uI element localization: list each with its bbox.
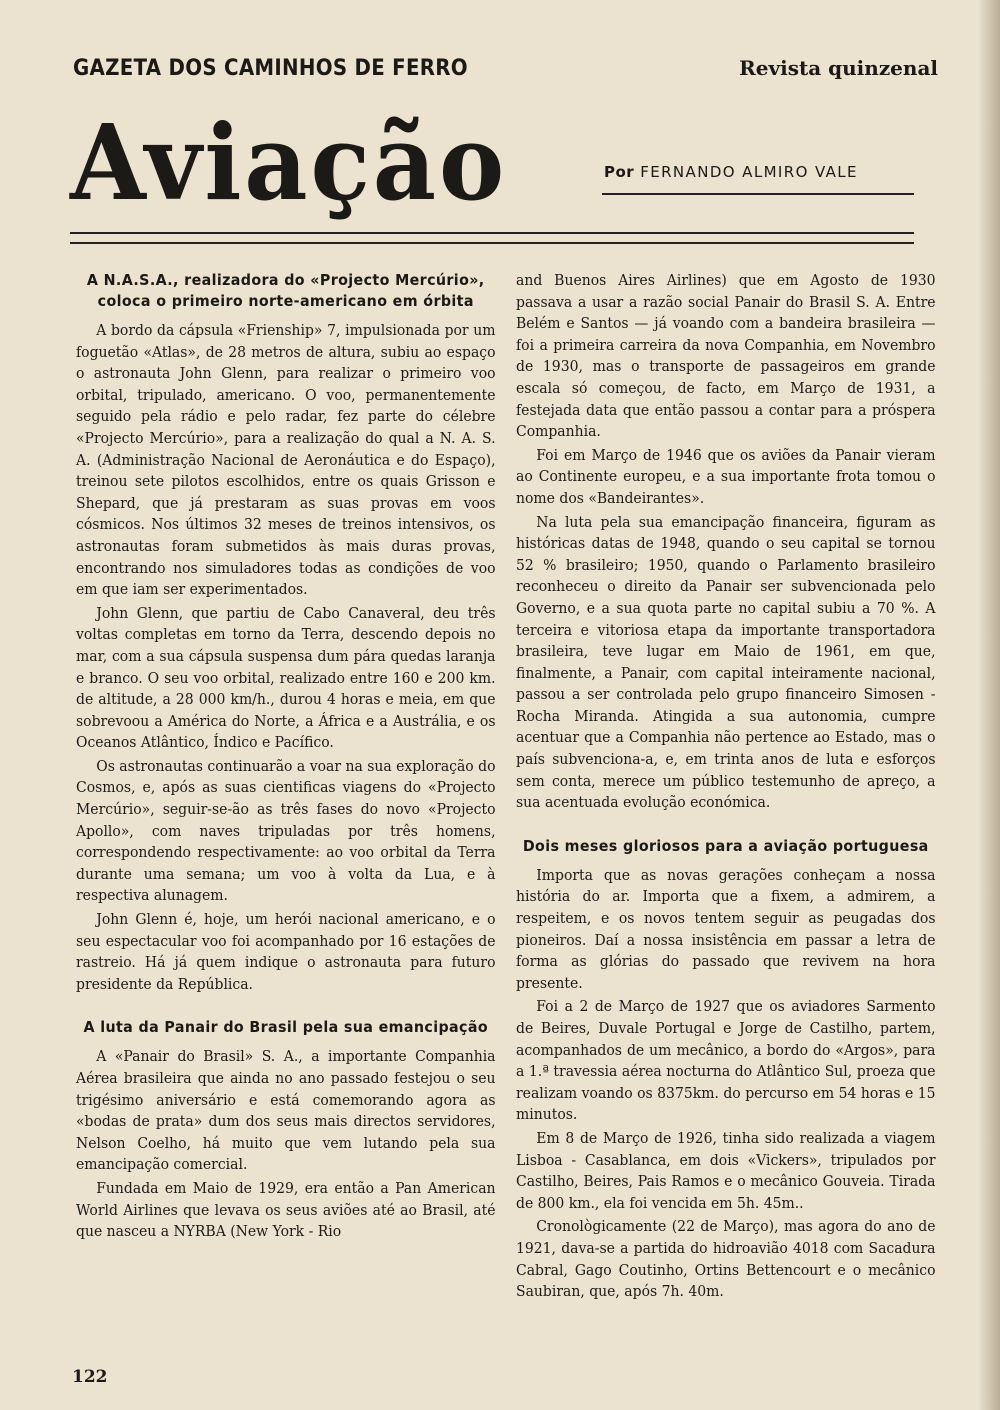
paragraph: Importa que as novas gerações conheçam a nossa história do ar. Importa que a fixem, a admirem, a respeitem, e os novos tentem seguir as peugadas dos pioneiros. Daí a nossa insistência em passar a letra de forma as glórias do passado que revivem na hora presente. — [516, 865, 936, 992]
paragraph: Foi a 2 de Março de 1927 que os aviadores Sarmento de Beires, Duvale Portugal e Jorge de Castilho, partem, acompanhados de um mecânico, a bordo do «Argos», para a 1.ª travessia aérea nocturna do Atlântico Sul, proeza que realizam voando os 8375km. do percurso em 54 horas e 15 minutos. — [516, 997, 936, 1124]
paragraph: Fundada em Maio de 1929, era então a Pan American World Airlines que levava os seus aviões até ao Brasil, até que nasceu a NYRBA (New York - Rio — [76, 1178, 496, 1241]
author-name: FERNANDO ALMIRO VALE — [640, 163, 858, 181]
byline-rule — [602, 193, 914, 195]
paragraph: Na luta pela sua emancipação financeira, figuram as históricas datas de 1948, quando o seu capital se tornou 52 % brasileiro; 1950, quando o Parlamento brasileiro reconheceu o direito da Panair ser subvencionada pelo Governo, e a sua quota parte no capital subiu a 70 %. A terceira e vitoriosa etapa da importante transportadora brasileira, teve lugar em Maio de 1961, em que, finalmente, a Panair, com capital inteiramente nacional, passou a ser controlada pelo grupo financeiro Simosen - Rocha Miranda. Atingida a sua autonomia, cumpre acentuar que a Companhia não pertence ao Estado, mas o país subvenciona-a, e, em trinta anos de luta e esforços sem conta, merece um público testemunho de apreço, a sua acentuada evolução económica. — [516, 512, 936, 812]
paragraph: John Glenn, que partiu de Cabo Canaveral, deu três voltas completas em torno da Terra, descendo depois no mar, com a sua cápsula suspensa dum pára quedas laranja e branco. O seu voo orbital, realizado entre 160 e 200 km. de altitude, a 28 000 km/h., durou 4 horas e meia, em que sobrevoou a América do Norte, a África e a Austrália, e os Oceanos Atlântico, Índico e Pacífico. — [76, 603, 496, 752]
title-double-rule — [70, 232, 914, 244]
right-column — [516, 270, 936, 1305]
article-title: Aviação — [70, 101, 507, 224]
section-heading-portugal: Dois meses gloriosos para a aviação portuguesa — [522, 836, 929, 855]
byline — [604, 163, 858, 181]
publication-frequency: Revista quinzenal — [739, 56, 938, 80]
paragraph: Foi em Março de 1946 que os aviões da Panair vieram ao Continente europeu, e a sua importante frota tomou o nome dos «Bandeirantes». — [516, 445, 936, 507]
publication-name: GAZETA DOS CAMINHOS DE FERRO — [73, 56, 468, 81]
paragraph: Cronològicamente (22 de Março), mas agora do ano de 1921, dava-se a partida do hidroavião 4018 com Sacadura Cabral, Gago Coutinho, Ortins Bettencourt e o mecânico Saubiran, que, após 7h. 40m. — [516, 1217, 936, 1301]
left-column — [76, 270, 496, 1245]
byline-prefix: Por — [604, 163, 635, 181]
paragraph: A «Panair do Brasil» S. A., a importante Companhia Aérea brasileira que ainda no ano passado festejou o seu trigésimo aniversário e está comemorando agora as «bodas de prata» dum dos seus mais directos servidores, Nelson Coelho, há muito que vem lutando pela sua emancipação comercial. — [76, 1047, 496, 1174]
paragraph-continuation: and Buenos Aires Airlines) que em Agosto de 1930 passava a usar a razão social Panair do Brasil S. A. Entre Belém e Santos — já voando com a bandeira brasileira — foi a primeira carreira da nova Companhia, em Novembro de 1930, mas o transporte de passageiros em grande escala só começou, de facto, em Março de 1931, a festejada data que então passou a contar para a próspera Companhia. — [516, 271, 936, 441]
paragraph: Os astronautas continuarão a voar na sua exploração do Cosmos, e, após as suas cientificas viagens do «Projecto Mercúrio», seguir-se-ão as três fases do novo «Projecto Apollo», com naves tripuladas por três homens, correspondendo respectivamente: ao voo orbital da Terra durante uma semana; um voo à volta da Lua, e à respectiva alunagem. — [76, 756, 496, 905]
page-spine-shadow — [978, 0, 1000, 1410]
paragraph: A bordo da cápsula «Frienship» 7, impulsionada por um foguetão «Atlas», de 28 metros de altura, subiu ao espaço o astronauta John Glenn, para realizar o primeiro voo orbital, tripulado, americano. O voo, permanentemente seguido pela rádio e pelo radar, fez parte do célebre «Projecto Mercúrio», para a realização do qual a N. A. S. A. (Administração Nacional de Aeronáutica e do Espaço), treinou sete pilotos escolhidos, entre os quais Grisson e Shepard, que já prestaram as suas provas em voos cósmicos. Nos últimos 32 meses de treinos intensivos, os astronautas foram submetidos às mais duras provas, encontrando nos simuladores todas as condições de voo em que iam ser experimentados. — [76, 321, 496, 599]
page-number: 122 — [72, 1367, 108, 1387]
paragraph: John Glenn é, hoje, um herói nacional americano, e o seu espectacular voo foi acompanhado por 16 estações de rastreio. Há já quem indique o astronauta para futuro presidente da República. — [76, 910, 496, 993]
paragraph: Em 8 de Março de 1926, tinha sido realizada a viagem Lisboa - Casablanca, em dois «Vickers», tripulados por Castilho, Beires, Pais Ramos e o mecânico Gouveia. Tirada de 800 km., ela foi vencida em 5h. 45m.. — [516, 1128, 936, 1212]
section-heading-nasa: A N.A.S.A., realizadora do «Projecto Mercúrio», coloca o primeiro norte-americano em órbita — [86, 271, 485, 310]
section-heading-panair: A luta da Panair do Brasil pela sua emancipação — [83, 1018, 489, 1037]
